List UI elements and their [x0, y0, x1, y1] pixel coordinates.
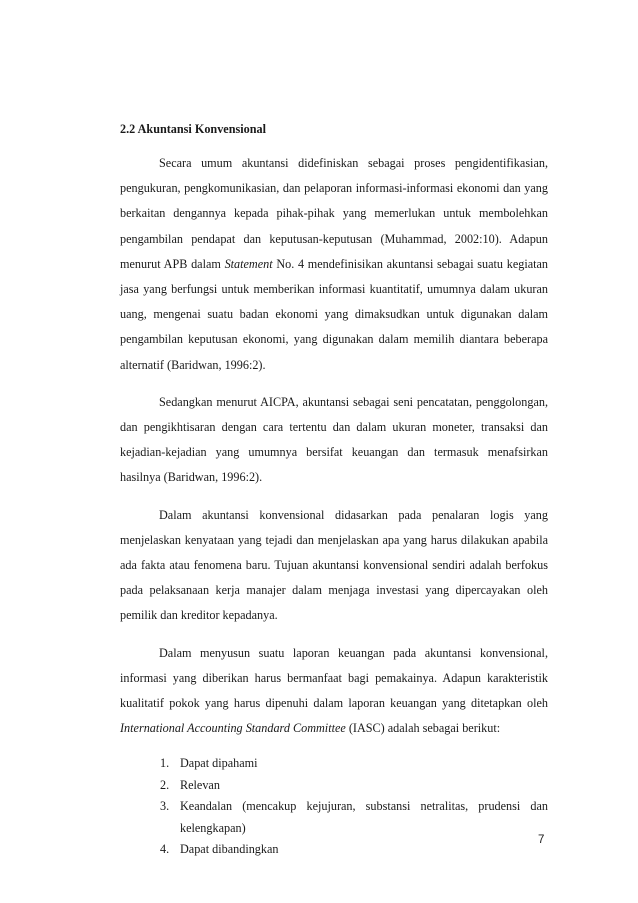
italic-term: Statement	[224, 256, 273, 271]
paragraph-text: (IASC) adalah sebagai berikut:	[345, 721, 501, 736]
list-item	[120, 775, 548, 797]
paragraph-text: Dalam akuntansi konvensional didasarkan pada penalaran logis yang menjelaskan kenyataan yang tejadi dan menjelaskan apa yang harus dilakukan apabila ada fakta atau fenomena baru. Tujuan akuntansi konvensional sendiri adalah berfokus pada pelaksanaan kerja manajer dalam menjaga investasi yang dipercayakan oleh pemilik dan kreditor kepadanya.	[120, 507, 548, 623]
body-text	[120, 151, 548, 741]
list-number: 3.	[160, 799, 170, 814]
paragraph-definition	[120, 151, 548, 378]
list-item-text: Dapat dipahami	[180, 756, 258, 771]
list-item-text: Keandalan (mencakup kejujuran, substansi netralitas, prudensi dan kelengkapan)	[180, 799, 548, 835]
list-item	[120, 753, 548, 775]
list-number: 2.	[160, 777, 170, 792]
document-page	[120, 121, 548, 861]
list-item-text: Dapat dibandingkan	[180, 842, 279, 857]
paragraph-text: Sedangkan menurut AICPA, akuntansi sebagai seni pencatatan, penggolongan, dan pengikhtisaran dengan cara tertentu dan dalam ukuran moneter, transaksi dan kejadian-kejadian yang umumnya bersifat keuangan dan termasuk menafsirkan hasilnya (Baridwan, 1996:2).	[120, 394, 548, 485]
paragraph-characteristics	[120, 641, 548, 742]
characteristics-list	[120, 753, 548, 861]
paragraph-text: No. 4 mendefinisikan akuntansi sebagai suatu kegiatan jasa yang berfungsi untuk memberikan informasi kuantitatif, umumnya dalam ukuran uang, mengenai suatu badan ekonomi yang dimaksudkan untuk digunakan dalam pengambilan keputusan ekonomi, yang digunakan dalam memilih diantara beberapa alternatif (Baridwan, 1996:2).	[120, 256, 549, 372]
section-heading: 2.2 Akuntansi Konvensional	[120, 122, 266, 136]
list-item	[120, 796, 548, 839]
list-item	[120, 839, 548, 861]
paragraph-aicpa	[120, 390, 548, 491]
list-number: 1.	[160, 756, 170, 771]
paragraph-text: Secara umum akuntansi didefiniskan sebagai proses pengidentifikasian, pengukuran, pengkomunikasian, dan pelaporan informasi-informasi ekonomi dan yang berkaitan dengannya kepada pihak-pihak yang memerlukan untuk membolehkan pengambilan pendapat dan keputusan-keputusan (Muhammad, 2002:10). Adapun menurut APB dalam	[120, 156, 548, 271]
italic-term: International Accounting Standard Committee	[120, 721, 346, 736]
paragraph-conventional	[120, 503, 548, 629]
list-number: 4.	[160, 842, 170, 857]
page-number: 7	[538, 834, 545, 846]
paragraph-text: Dalam menyusun suatu laporan keuangan pada akuntansi konvensional, informasi yang diberikan harus bermanfaat bagi pemakainya. Adapun karakteristik kualitatif pokok yang harus dipenuhi dalam laporan keuangan yang ditetapkan oleh	[120, 645, 548, 711]
list-item-text: Relevan	[180, 777, 220, 792]
